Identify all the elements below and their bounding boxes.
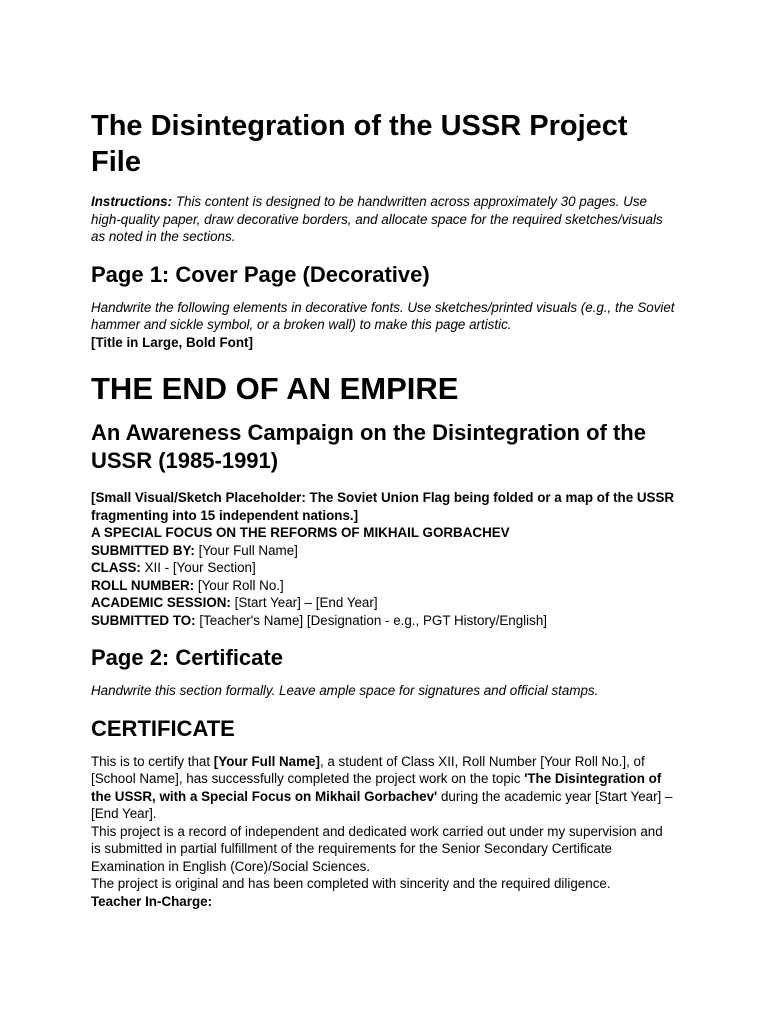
subtitle: An Awareness Campaign on the Disintegration of the USSR (1985-1991) xyxy=(91,420,646,473)
detail-value: XII - [Your Section] xyxy=(140,560,256,575)
cert-text: This is to certify that xyxy=(91,753,214,769)
detail-label: SUBMITTED TO: xyxy=(91,612,196,628)
detail-value: [Your Full Name] xyxy=(194,542,298,558)
page1-title-note xyxy=(91,334,676,352)
detail-label: ROLL NUMBER: xyxy=(91,577,195,593)
certificate-paragraph-3: The project is original and has been completed with sincerity and the required diligence. xyxy=(91,876,611,891)
page2-note xyxy=(91,682,676,700)
cert-name: [Your Full Name] xyxy=(213,753,320,769)
detail-label: ACADEMIC SESSION: xyxy=(91,595,231,610)
page1-heading: Page 1: Cover Page (Decorative) xyxy=(91,261,430,287)
certificate-title: CERTIFICATE xyxy=(91,715,235,741)
detail-academic-session xyxy=(91,594,676,612)
visual-placeholder-text: [Small Visual/Sketch Placeholder: The Soviet Union Flag being folded or a map of the USSR fragmenting into 15 independent nations.] xyxy=(91,490,675,523)
detail-label: CLASS: xyxy=(91,560,141,575)
focus-text: A SPECIAL FOCUS ON THE REFORMS OF MIKHAIL GORBACHEV xyxy=(91,525,510,540)
visual-placeholder xyxy=(91,489,676,524)
document-page xyxy=(91,108,676,910)
detail-submitted-to xyxy=(91,612,676,630)
instructions-label: Instructions: xyxy=(91,194,173,209)
detail-class xyxy=(91,559,676,577)
page1-note xyxy=(91,299,676,334)
main-title: THE END OF AN EMPIRE xyxy=(91,371,459,406)
cert-text: during the academic year [Start Year] – [End Year]. xyxy=(91,788,673,821)
detail-roll-number xyxy=(91,577,676,595)
title-note-text: [Title in Large, Bold Font] xyxy=(91,334,253,350)
certificate-paragraph-2: This project is a record of independent and dedicated work carried out under my supervision and is submitted in partial fulfillment of the requirements for the Senior Secondary Certificate Examination in English (Core)/Social Sciences. xyxy=(91,823,663,874)
focus-line xyxy=(91,524,676,542)
detail-label: SUBMITTED BY: xyxy=(91,542,195,558)
page2-note-text: Handwrite this section formally. Leave ample space for signatures and official stamps. xyxy=(91,683,599,698)
instructions-paragraph xyxy=(91,193,676,246)
detail-submitted-by xyxy=(91,542,676,560)
instructions-text: This content is designed to be handwritten across approximately 30 pages. Use high-quality paper, draw decorative borders, and allocate space for the required sketches/visuals as noted in the sections. xyxy=(91,194,663,244)
teacher-label: Teacher In-Charge: xyxy=(91,893,213,909)
cert-text: , a student of Class XII, Roll Number [Your Roll No.], of [School Name], has successfully completed the project work on the topic xyxy=(91,753,645,786)
detail-value: [Your Roll No.] xyxy=(194,577,284,593)
detail-value: [Teacher's Name] [Designation - e.g., PGT History/English] xyxy=(195,612,547,628)
page1-note-text: Handwrite the following elements in decorative fonts. Use sketches/printed visuals (e.g., the Soviet hammer and sickle symbol, or a broken wall) to make this page artistic. xyxy=(91,299,675,332)
cert-topic: 'The Disintegration of the USSR, with a Special Focus on Mikhail Gorbachev' xyxy=(91,771,662,804)
certificate-paragraph-1 xyxy=(91,753,676,823)
teacher-in-charge xyxy=(91,893,676,911)
page2-heading: Page 2: Certificate xyxy=(91,645,283,670)
document-title: The Disintegration of the USSR Project File xyxy=(91,110,628,178)
detail-value: [Start Year] – [End Year] xyxy=(230,595,378,610)
